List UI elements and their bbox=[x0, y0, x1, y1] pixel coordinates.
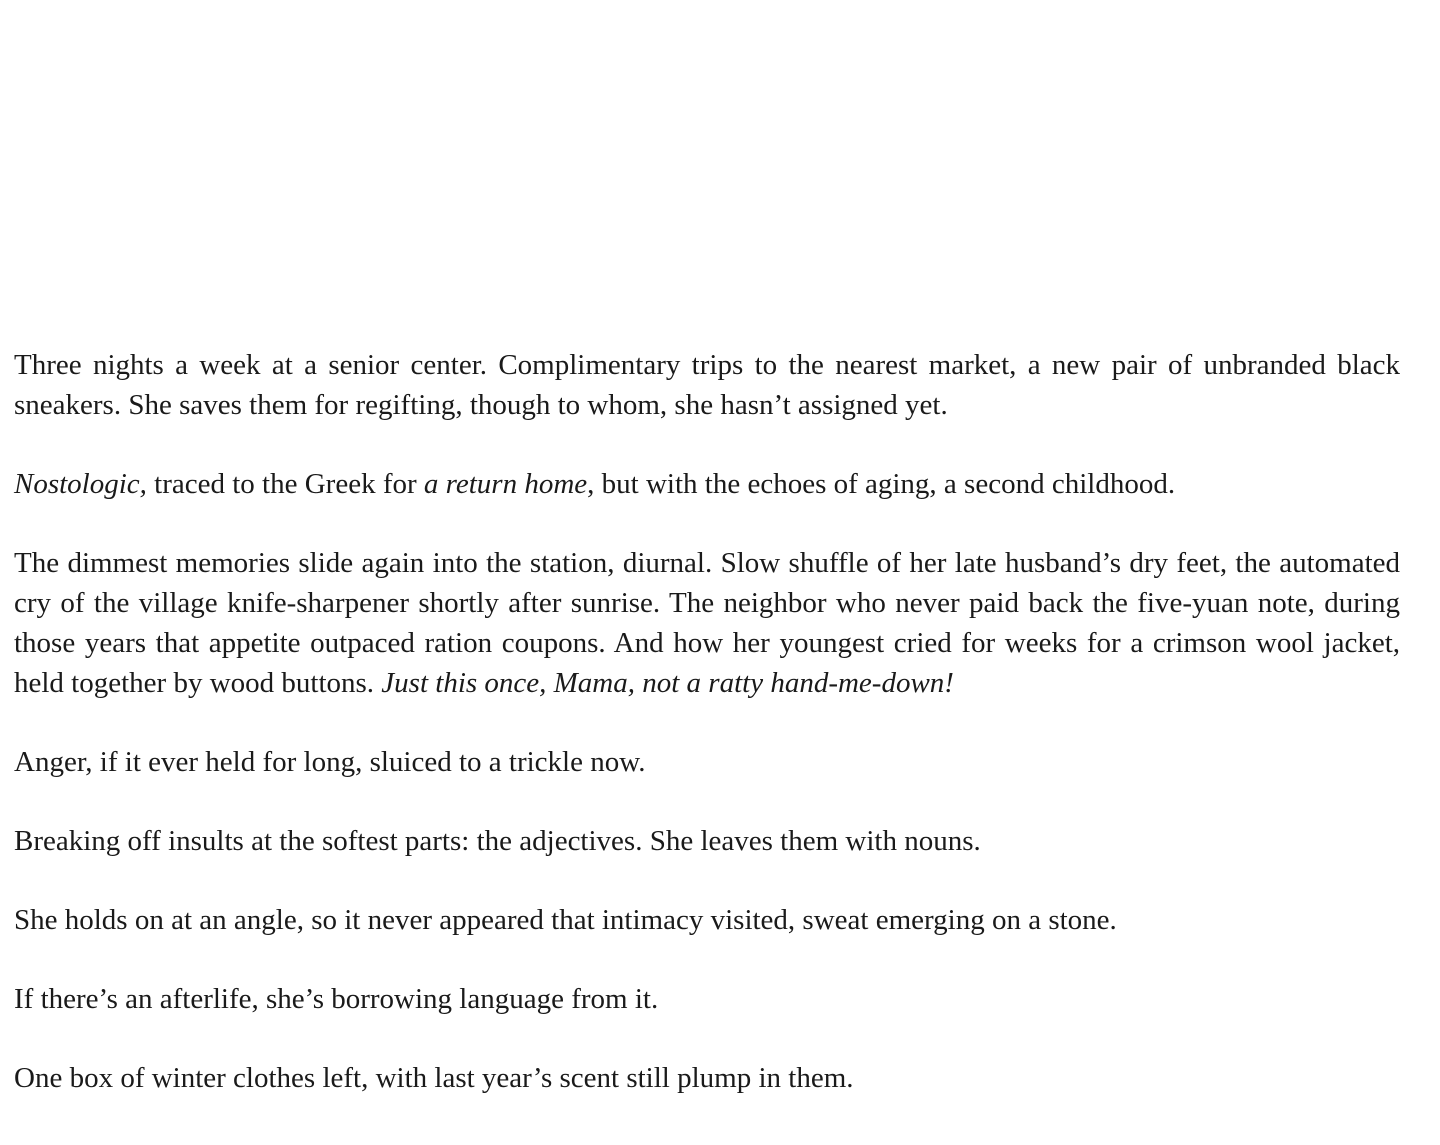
paragraph-text: If there’s an afterlife, she’s borrowing language from it. bbox=[14, 983, 659, 1015]
paragraph-anger bbox=[14, 742, 1400, 782]
paragraph-memories bbox=[14, 543, 1400, 703]
paragraph-senior-center bbox=[14, 345, 1400, 425]
paragraph-text: Three nights a week at a senior center. Complimentary trips to the nearest market, a new pair of unbranded black sneakers. She saves them for regifting, though to whom, she hasn’t assigned yet. bbox=[14, 349, 1400, 421]
paragraph-text: , but with the echoes of aging, a second childhood. bbox=[587, 468, 1176, 500]
paragraph-text: Anger, if it ever held for long, sluiced to a trickle now. bbox=[14, 746, 646, 778]
paragraph-text: She holds on at an angle, so it never appeared that intimacy visited, sweat emerging on a stone. bbox=[14, 904, 1117, 936]
term-nostologic: Nostologic, bbox=[14, 468, 147, 500]
paragraph-winter-clothes bbox=[14, 1058, 1400, 1098]
paragraph-text: traced to the Greek for bbox=[146, 468, 424, 500]
paragraph-text: One box of winter clothes left, with last year’s scent still plump in them. bbox=[14, 1062, 854, 1094]
document-body bbox=[14, 345, 1400, 1098]
phrase-return-home: a return home bbox=[423, 468, 588, 500]
paragraph-afterlife bbox=[14, 979, 1400, 1019]
paragraph-nostologic bbox=[14, 464, 1400, 504]
paragraph-angle bbox=[14, 900, 1400, 940]
paragraph-insults bbox=[14, 821, 1400, 861]
paragraph-text: The dimmest memories slide again into the station, diurnal. Slow shuffle of her late husband’s dry feet, the automated cry of the village knife-sharpener shortly after sunrise. The neighbor who never paid back the five-yuan note, during those years that appetite outpaced ration coupons. And how her youngest cried for weeks for a crimson wool jacket, held together by wood buttons. bbox=[14, 547, 1400, 699]
quote-just-this-once: Just this once, Mama, not a ratty hand-me-down! bbox=[381, 667, 954, 699]
paragraph-text: Breaking off insults at the softest parts: the adjectives. She leaves them with nouns. bbox=[14, 825, 981, 857]
